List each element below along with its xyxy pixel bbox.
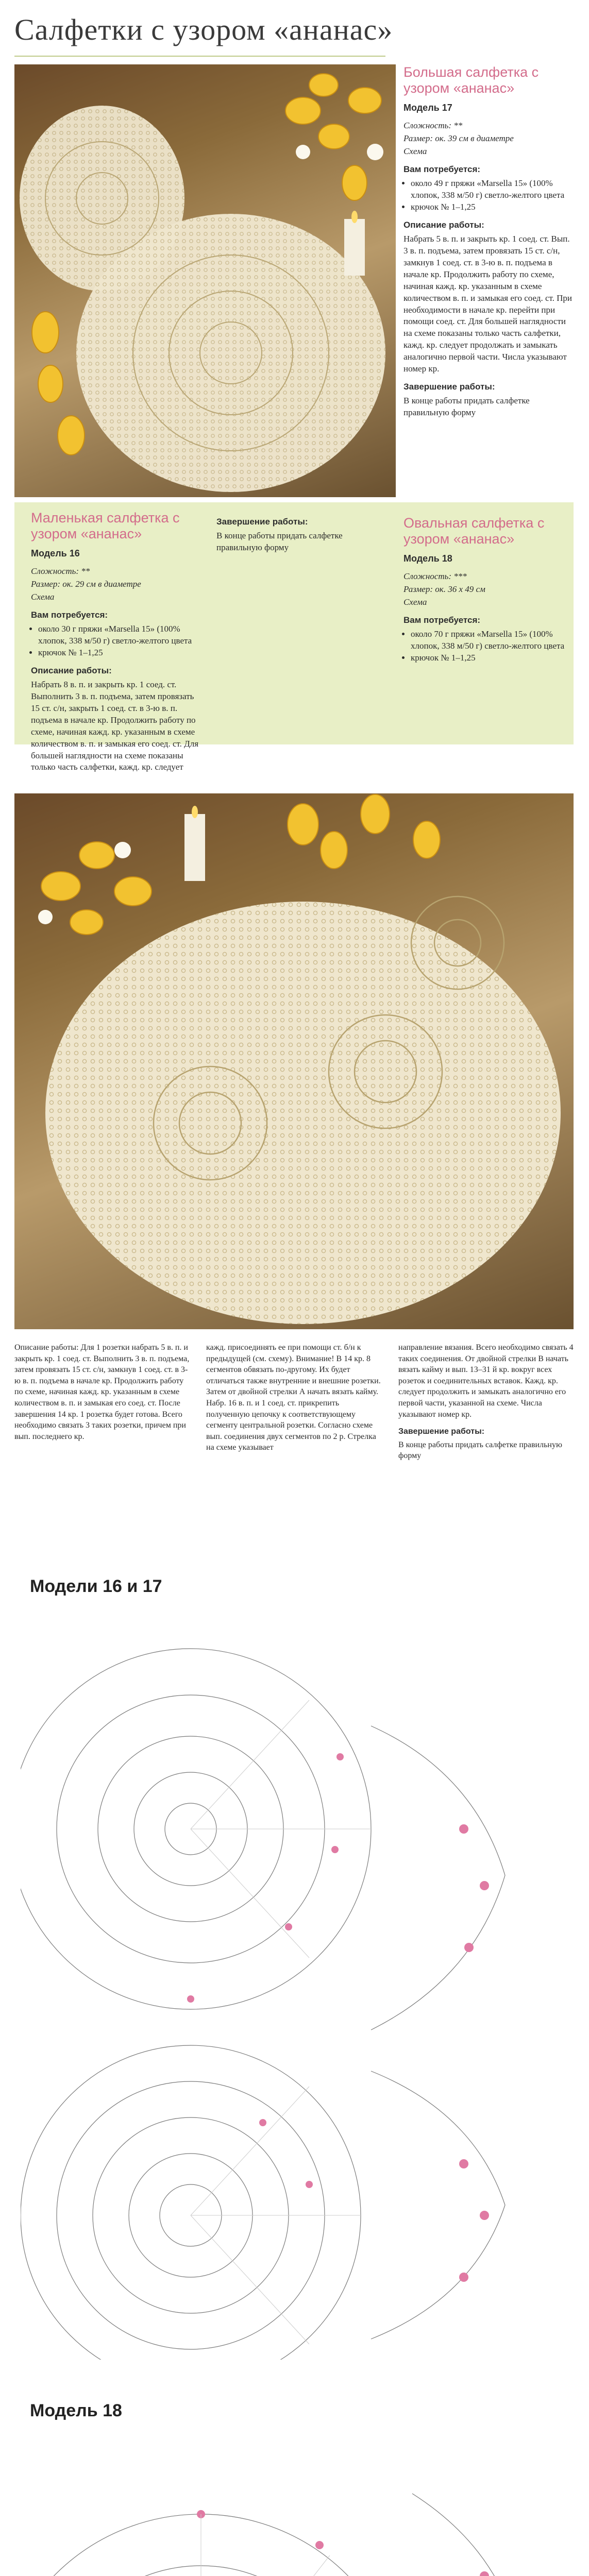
p2-column-1 xyxy=(14,1342,190,1442)
photo-doilies xyxy=(14,64,396,497)
page-title: Салфетки с узором «ананас» xyxy=(14,13,393,46)
big-needs-label: Вам потребуется: xyxy=(403,164,481,175)
page-4 xyxy=(0,2380,589,2576)
small-finish-column xyxy=(216,510,381,554)
big-size: Размер: ок. 39 см в диаметре xyxy=(403,133,514,144)
small-need-item: • крючок № 1–1,25 xyxy=(38,647,201,659)
oval-needs-list xyxy=(403,629,568,664)
oval-photo-illustration xyxy=(14,793,574,1329)
diagram-16-17 xyxy=(21,1607,567,2360)
small-model: Модель 16 xyxy=(31,548,80,559)
big-finish-label: Завершение работы: xyxy=(403,382,495,392)
big-model: Модель 17 xyxy=(403,103,452,113)
oval-need-item: • около 70 г пряжи «Marsella 15» (100% хлопок, 338 м/50 г) светло-желтого цвета xyxy=(411,629,568,652)
oval-size: Размер: ок. 36 х 49 см xyxy=(403,584,485,595)
oval-heading: Овальная салфетка с узором «ананас» xyxy=(403,515,545,547)
p2-col3-text: направление вязания. Всего необходимо связать 4 таких соединения. От двойной стрелки В начать вязать кайму и вып. 13–31 й кр. вокруг всех розеток и соединительных вставок. Кажд. кр. следует продолжить и замыкать аналогично его первой части, указанной на схеме. Числа указывают номер кр. xyxy=(398,1343,574,1419)
big-desc: Набрать 5 в. п. и закрыть кр. 1 соед. ст. Вып. 3 в. п. подъема, затем провязать 15 ст. с/н, замкнув 1 соед. ст. в 3-ю в. п. подъема в начале кр. Продолжить работу по схеме, начиная кажд. кр. указанным в схеме количеством в. п. и замыкая его соед. ст. При необходимости в начале кр. перейти при помощи соед. ст. Для большей наглядности на схеме показаны только часть салфетки, кажд. кр. следует продолжать и замыкать аналогично первой части. Числа указывают номер кр. xyxy=(403,233,573,374)
big-need-item: • крючок № 1–1,25 xyxy=(411,201,574,213)
oval-need-item: • крючок № 1–1,25 xyxy=(411,652,568,664)
oval-doily-column xyxy=(403,515,568,664)
doily-photo-illustration xyxy=(14,64,396,497)
diagram-18 xyxy=(21,2432,567,2576)
diagram-16-17-title: Модели 16 и 17 xyxy=(30,1577,162,1596)
oval-scheme: Схема xyxy=(403,597,427,607)
big-doily-column xyxy=(403,64,574,419)
title-underline xyxy=(14,56,385,57)
p2-column-2 xyxy=(206,1342,381,1453)
small-difficulty: Сложность: ** xyxy=(31,566,90,577)
diagram-18-title: Модель 18 xyxy=(30,2401,122,2420)
big-finish: В конце работы придать салфетке правильную форму xyxy=(403,396,530,418)
big-heading: Большая салфетка с узором «ананас» xyxy=(403,64,539,96)
p2-finish: В конце работы придать салфетке правильную форму xyxy=(398,1440,562,1461)
oval-model: Модель 18 xyxy=(403,553,452,564)
page-1 xyxy=(0,0,589,773)
small-desc-label: Описание работы: xyxy=(31,665,112,675)
p2-column-3 xyxy=(398,1342,574,1462)
small-size: Размер: ок. 29 см в диаметре xyxy=(31,579,141,589)
p2-col2-text: кажд. присоединять ее при помощи ст. б/н к предыдущей (см. схему). Внимание! В 14 кр. 8 сегментов обвязать по-другому. Их будет отличаться также внутренние и внешние розетки. Затем от двойной стрелки А начать вязать кайму. Набр. 16 в. п. и 1 соед. ст. прикрепить полученную цепочку к соответствующему сегменту центральной розетки. Согласно схеме вып. соединения двух сегментов по 2 р. Стрелка на схеме указывает xyxy=(206,1343,381,1452)
small-heading: Маленькая салфетка с узором «ананас» xyxy=(31,510,180,542)
small-needs-list xyxy=(31,623,201,659)
p2-col1-text: Описание работы: Для 1 розетки набрать 5 в. п. и закрыть кр. 1 соед. ст. Выполнить 3 в. п. подъема, затем провязать 15 ст. с/н, замкнув 1 соед. ст. в 3-ю в. п. подъема в начале кр. Продолжить работу по схеме, начиная кажд. кр. указанным в схеме количеством в. п. и замыкая его соед. ст. После завершения 14 кр. 1 розетка будет готова. Всего необходимо связать 3 таких розетки, причем при вып. последнего кр. xyxy=(14,1343,190,1441)
small-doily-column xyxy=(31,510,201,797)
photo-oval-doily xyxy=(14,793,574,1329)
big-scheme: Схема xyxy=(403,146,427,157)
p2-finish-label: Завершение работы: xyxy=(398,1427,485,1436)
oval-needs-label: Вам потребуется: xyxy=(403,615,481,625)
small-scheme: Схема xyxy=(31,592,55,602)
oval-difficulty: Сложность: *** xyxy=(403,571,467,582)
small-finish-label: Завершение работы: xyxy=(216,517,308,527)
small-finish: В конце работы придать салфетке правильную форму xyxy=(216,530,343,552)
big-needs-list xyxy=(403,178,574,213)
small-need-item: • около 30 г пряжи «Marsella 15» (100% хлопок, 338 м/50 г) светло-желтого цвета xyxy=(38,623,201,647)
page-3 xyxy=(0,1546,589,2380)
big-difficulty: Сложность: ** xyxy=(403,121,463,131)
small-desc: Набрать 8 в. п. и закрыть кр. 1 соед. ст. Выполнить 3 в. п. подъема, затем провязать 15 ст. с/н, закрыть 1 соед. ст. в 3-ю в. п. подъема в начале кр. Продолжить работу по схеме, начиная кажд. кр. указанным в схеме количеством в. п. и замыкая его соед. ст. Для большей наглядности на схеме показаны только часть салфетки, кажд. кр. следует xyxy=(31,679,199,772)
big-need-item: • около 49 г пряжи «Marsella 15» (100% хлопок, 338 м/50 г) светло-желтого цвета xyxy=(411,178,574,201)
small-needs-label: Вам потребуется: xyxy=(31,610,108,620)
big-desc-label: Описание работы: xyxy=(403,219,484,230)
page-2 xyxy=(0,773,589,1546)
